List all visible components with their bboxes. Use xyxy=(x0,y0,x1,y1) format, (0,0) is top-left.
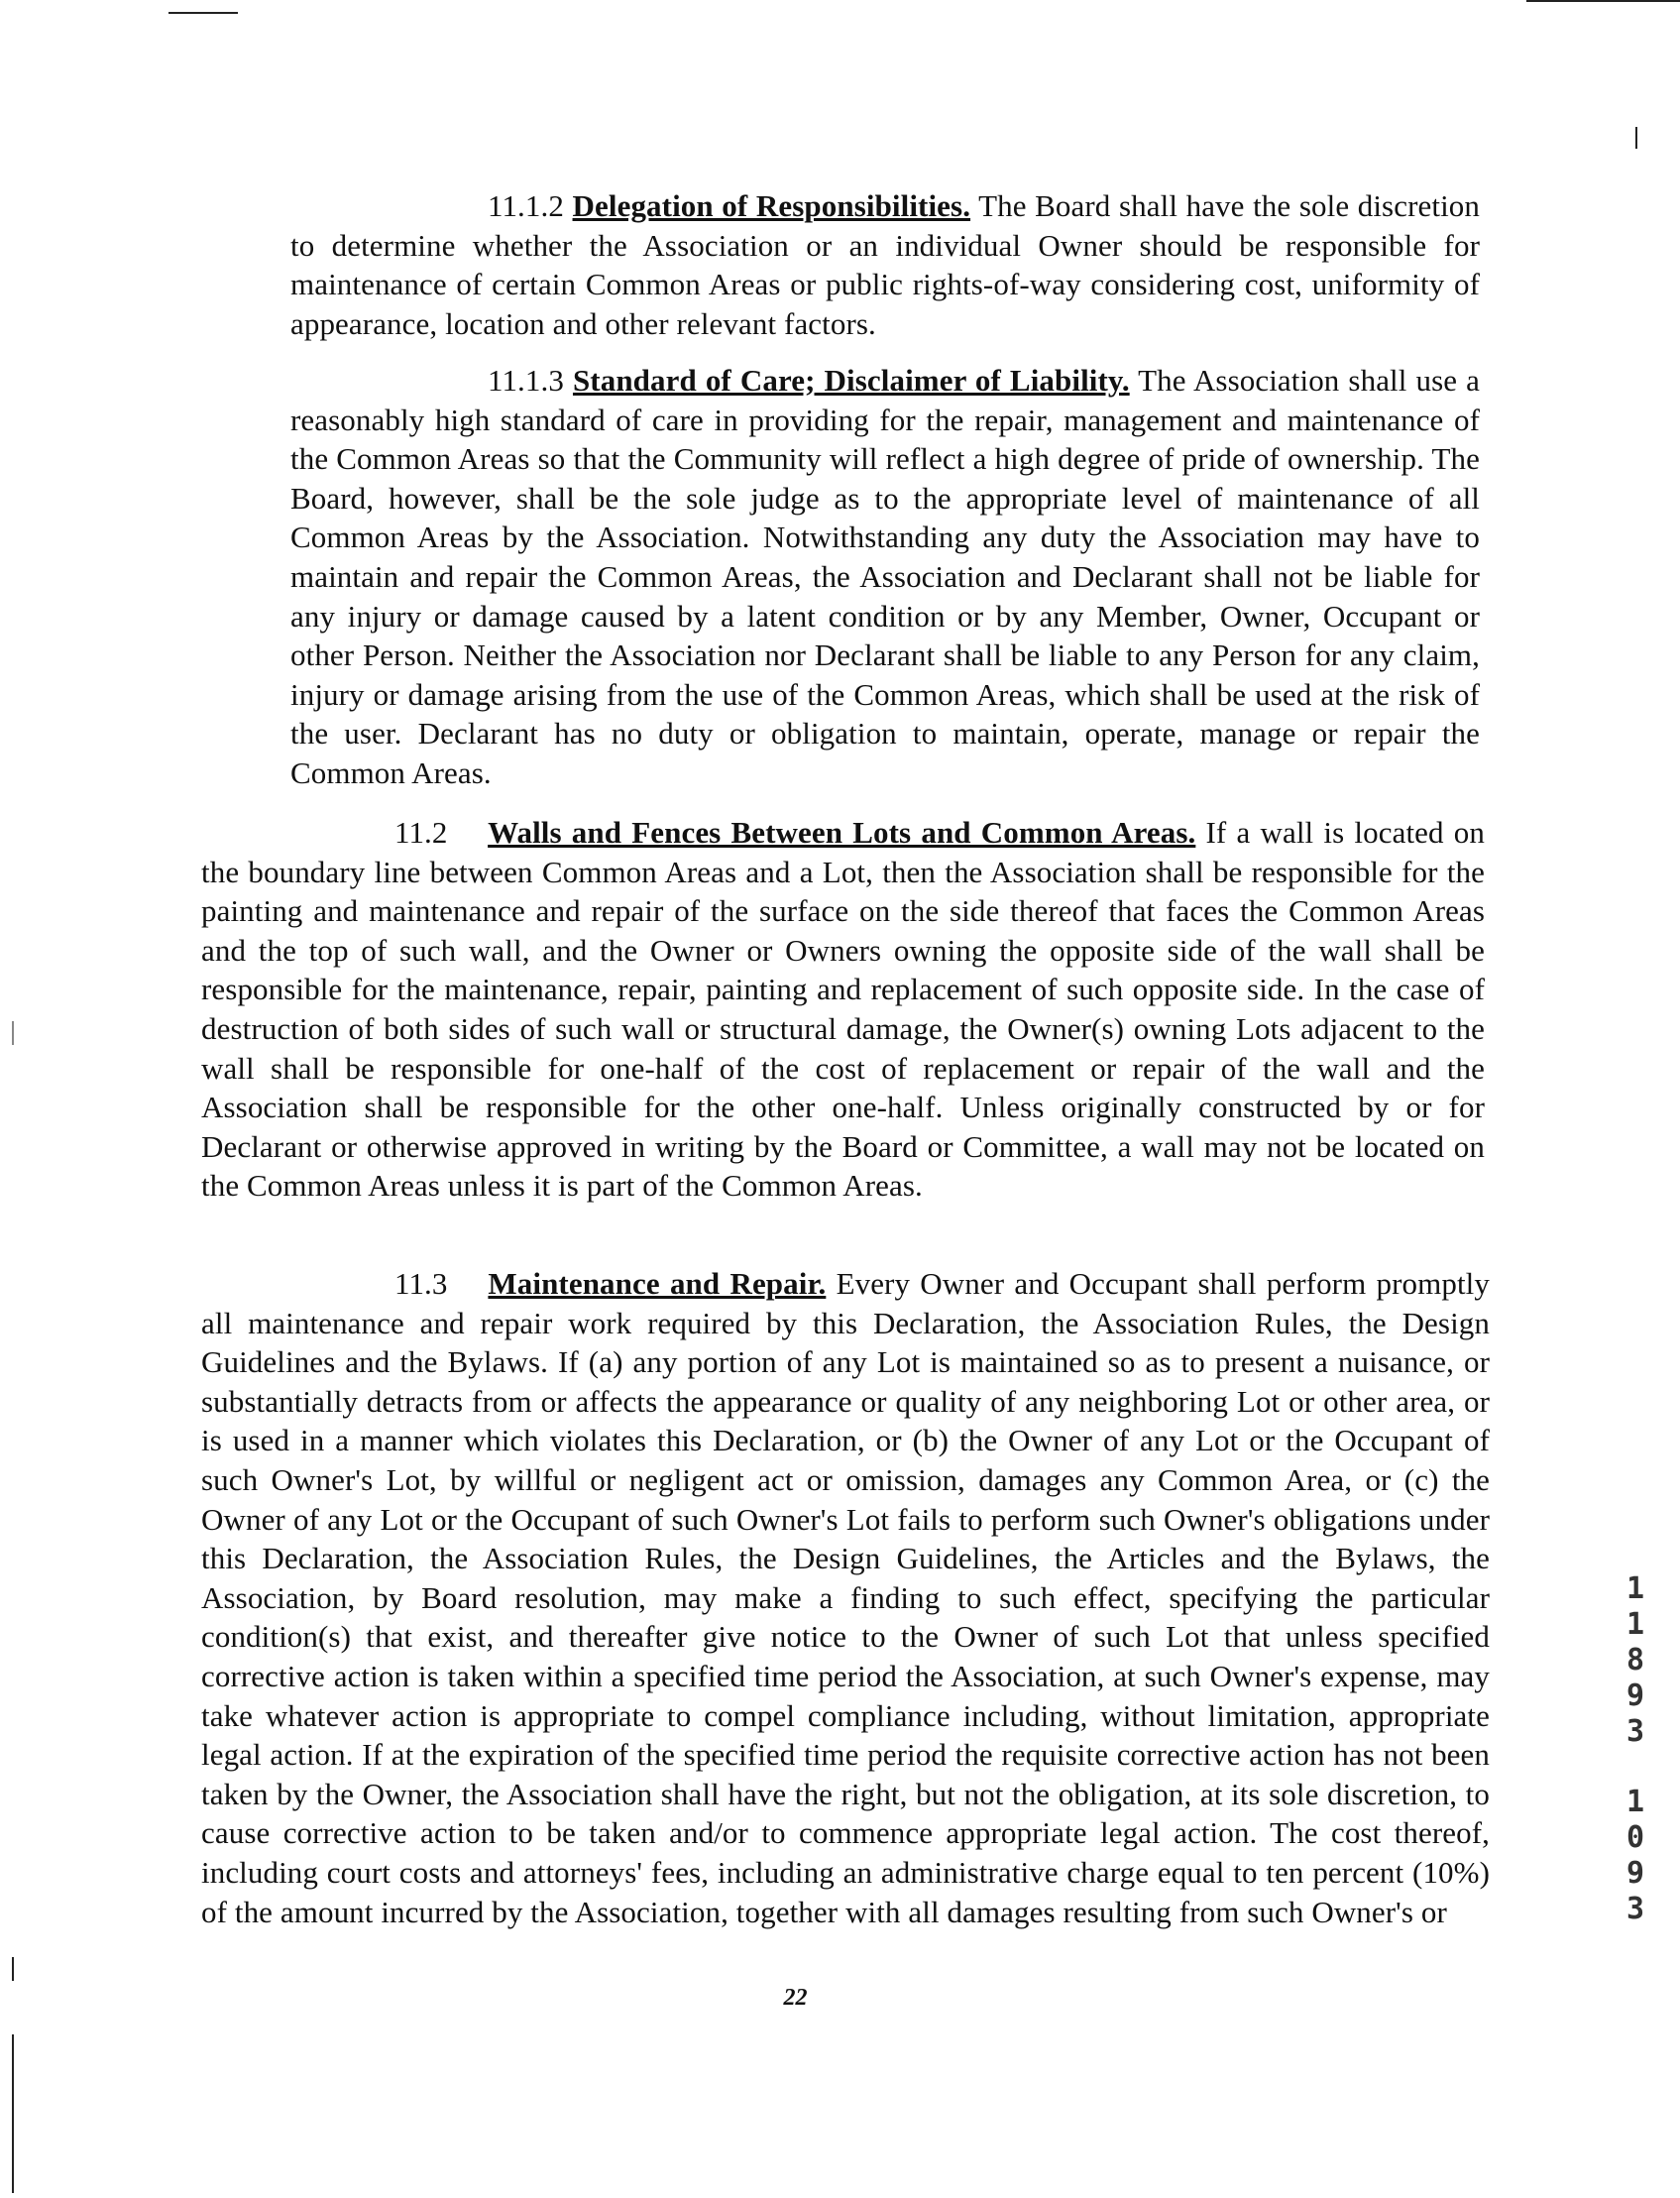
stamp-digit: 1 xyxy=(1625,1571,1645,1606)
section-number: 11.2 xyxy=(394,815,448,850)
stamp-digit: 8 xyxy=(1625,1643,1645,1677)
section-11-2 xyxy=(201,813,1485,1206)
section-heading: Delegation of Responsibilities. xyxy=(572,188,971,223)
section-body: If a wall is located on the boundary line between Common Areas and a Lot, then the Association shall be responsible for the painting and maintenance and repair of the surface on the side thereof that faces the Common Areas and the top of such wall, and the Owner or Owners owning the opposite side of the wall shall be responsible for the maintenance, repair, painting and replacement of such opposite side. In the case of destruction of both sides of such wall or structural damage, the Owner(s) owning Lots adjacent to the wall shall be responsible for one-half of the cost of replacement or repair of the wall and the Association shall be responsible for the other one-half. Unless originally constructed by or for Declarant or otherwise approved in writing by the Board or Committee, a wall may not be located on the Common Areas unless it is part of the Common Areas. xyxy=(201,815,1485,1204)
page-number: 22 xyxy=(783,1985,808,2011)
stamp-digit: 1 xyxy=(1625,1785,1645,1819)
scan-mark-top-right xyxy=(1526,0,1680,2)
stamp-digit: 0 xyxy=(1625,1820,1645,1855)
scan-mark-left-bottom-2 xyxy=(12,2034,14,2193)
stamp-digit: 9 xyxy=(1625,1678,1645,1713)
section-number: 11.3 xyxy=(394,1266,448,1301)
scan-mark-right-tick xyxy=(1635,127,1637,149)
scan-mark-top-left xyxy=(168,12,238,14)
recording-stamp-bottom xyxy=(1621,1785,1650,1927)
section-11-3 xyxy=(201,1264,1490,1931)
recording-stamp-top xyxy=(1621,1571,1650,1750)
section-number: 11.1.2 xyxy=(488,188,564,223)
section-heading: Maintenance and Repair. xyxy=(488,1266,827,1301)
section-heading: Walls and Fences Between Lots and Common Areas. xyxy=(488,815,1196,850)
section-11-1-2 xyxy=(290,186,1480,343)
stamp-digit: 3 xyxy=(1625,1714,1645,1749)
scan-mark-left-bottom-1 xyxy=(12,1957,14,1981)
section-number: 11.1.3 xyxy=(488,363,564,398)
stamp-digit: 3 xyxy=(1625,1892,1645,1926)
stamp-digit: 9 xyxy=(1625,1856,1645,1891)
section-body: The Board shall have the sole discretion to determine whether the Association or an individual Owner should be responsible for maintenance of certain Common Areas or public rights-of-way considering cost, uniformity of appearance, location and other relevant factors. xyxy=(290,188,1480,341)
section-heading: Standard of Care; Disclaimer of Liability. xyxy=(572,363,1130,398)
stamp-digit: 1 xyxy=(1625,1607,1645,1642)
section-body: Every Owner and Occupant shall perform promptly all maintenance and repair work required by this Declaration, the Association Rules, the Design Guidelines and the Bylaws. If (a) any portion of any Lot is maintained so as to present a nuisance, or substantially detracts from or affects the appearance or quality of any neighboring Lot or other area, or is used in a manner which violates this Declaration, or (b) the Owner of any Lot or the Occupant of such Owner's Lot, by willful or negligent act or omission, damages any Common Area, or (c) the Owner of any Lot or the Occupant of such Owner's Lot fails to perform such Owner's obligations under this Declaration, the Association Rules, the Design Guidelines, the Articles and the Bylaws, the Association, by Board resolution, may make a finding to such effect, specifying the particular condition(s) that exist, and thereafter give notice to the Owner of such Lot that unless specified corrective action is taken within a specified time period the Association, at such Owner's expense, may take whatever action is appropriate to compel compliance including, without limitation, appropriate legal action. If at the expiration of the specified time period the requisite corrective action has not been taken by the Owner, the Association shall have the right, but not the obligation, at its sole discretion, to cause corrective action to be taken and/or to commence appropriate legal action. The cost thereof, including court costs and attorneys' fees, including an administrative charge equal to ten percent (10%) of the amount incurred by the Association, together with all damages resulting from such Owner's or xyxy=(201,1266,1490,1929)
scan-mark-left-tick xyxy=(12,1021,14,1045)
section-body: The Association shall use a reasonably high standard of care in providing for the repair, management and maintenance of the Common Areas so that the Community will reflect a high degree of pride of ownership. The Board, however, shall be the sole judge as to the appropriate level of maintenance of all Common Areas by the Association. Notwithstanding any duty the Association may have to maintain and repair the Common Areas, the Association and Declarant shall not be liable for any injury or damage caused by a latent condition or by any Member, Owner, Occupant or other Person. Neither the Association nor Declarant shall be liable to any Person for any claim, injury or damage arising from the use of the Common Areas, which shall be used at the risk of the user. Declarant has no duty or obligation to maintain, operate, manage or repair the Common Areas. xyxy=(290,363,1480,790)
section-11-1-3 xyxy=(290,361,1480,793)
